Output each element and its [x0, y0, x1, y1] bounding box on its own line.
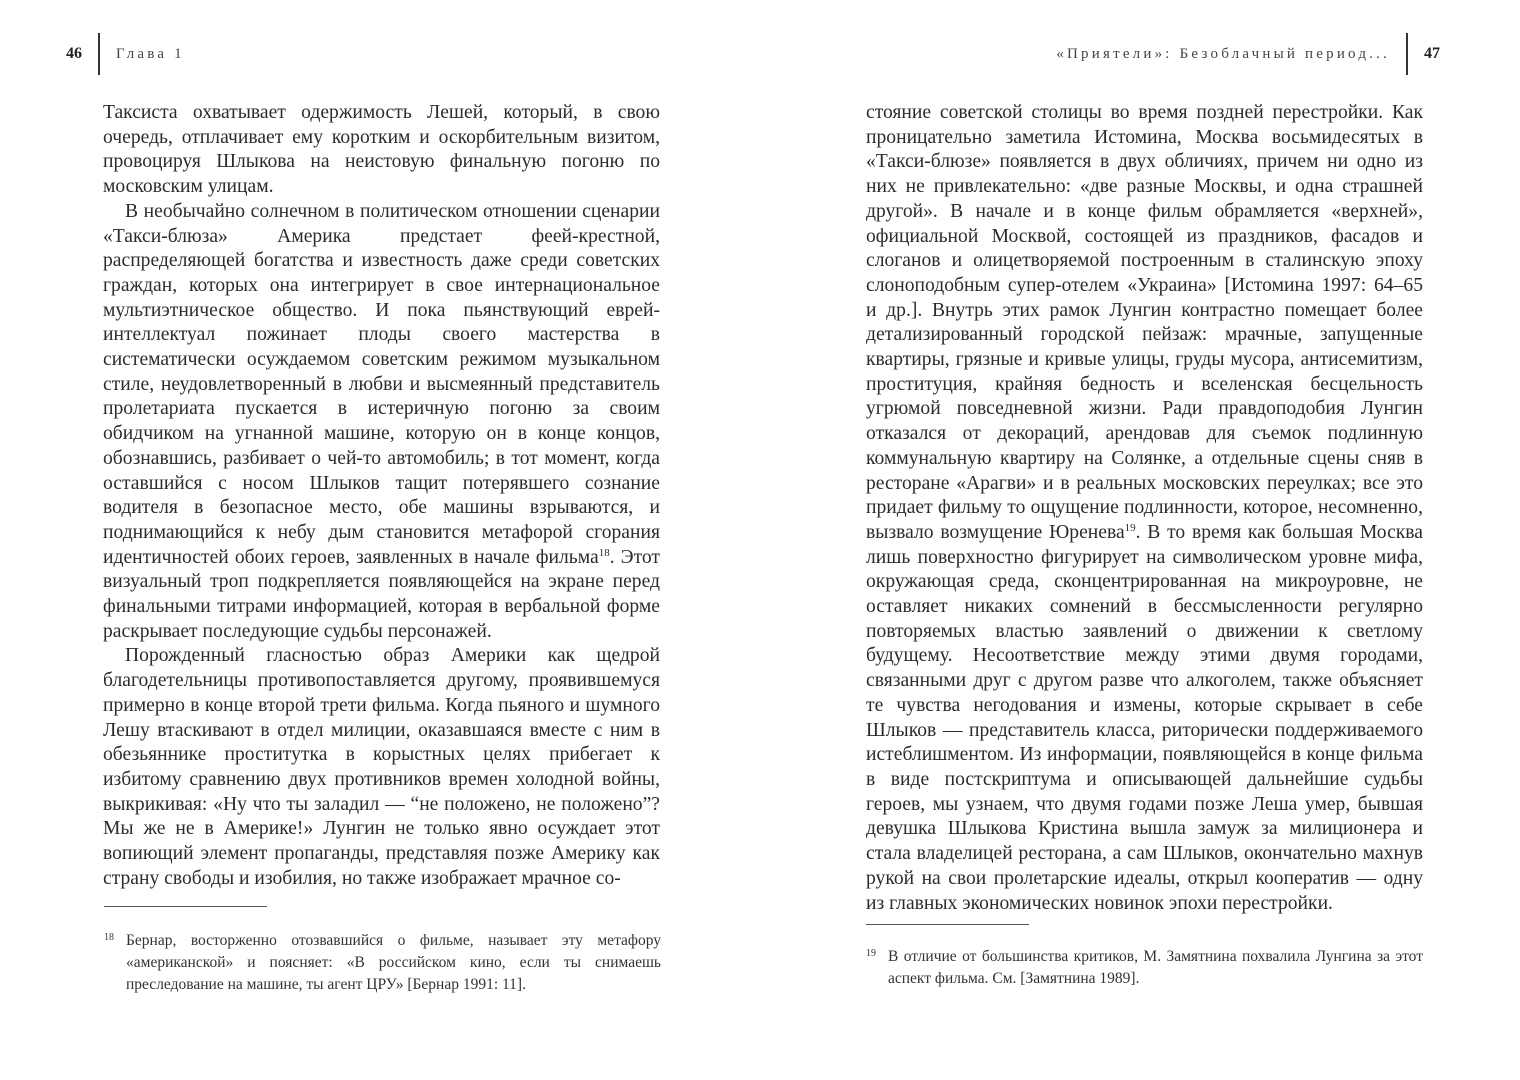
footnote-number: 18: [104, 932, 114, 943]
footnote-19: [866, 946, 1423, 990]
body-text-right: [866, 101, 1423, 916]
running-head-right: [1056, 33, 1440, 75]
footnote-text: В отличие от большинства критиков, М. Замятнина похвалила Лунгина за этот аспект фильма. См. [Замятнина 1989].: [888, 948, 1423, 987]
footnote-18: [104, 930, 661, 996]
paragraph: Порожденный гласностью образ Америки как щедрой благодетельницы противопоставляется другому, проявившемуся примерно в конце второй трети фильма. Когда пьяного и шумного Лешу втаскивают в отдел милиции, оказавшаяся вместе с ним в обезьяннике проститутка в корыстных целях прибегает к избитому сравнению двух противников времен холодной войны, выкрикивая: «Ну что ты заладил — “не положено, не положено”? Мы же не в Америке!» Лунгин не только явно осуждает этот вопиющий элемент пропаганды, представляя позже Америку как страну свободы и изобилия, но также изображает мрачное со-: [103, 645, 660, 889]
page-number: 47: [1424, 45, 1440, 62]
chapter-title: Глава 1: [116, 45, 185, 62]
running-head-left: [66, 33, 185, 75]
footnote-divider: [866, 924, 1029, 925]
page-number: 46: [66, 45, 82, 62]
footnote-ref[interactable]: 18: [598, 546, 610, 559]
paragraph: Таксиста охватывает одержимость Лешей, который, в свою очередь, отплачивает ему коротким и оскорбительным визитом, провоцируя Шлыкова на неистовую финальную погоню по московским улицам.: [103, 102, 660, 198]
paragraph: В необычайно солнечном в политическом отношении сценарии «Такси-блюза» Америка предстает феей-крестной, распределяющей богатства и известность даже среди советских граждан, которых она интегрирует в свое интернациональное мультиэтническое общество. И пока пьянствующий еврей-интеллектуал пожинает плоды своего мастерства в систематически осуждаемом советским режимом музыкальном стиле, неудовлетворенный в любви и высмеянный представитель пролетариата пускается в истеричную погоню за своим обидчиком на угнанной машине, которую он в конце концов, обознавшись, разбивает о чей-то автомобиль; в тот момент, когда оставшийся с носом Шлыков тащит потерявшего сознание водителя в безопасное место, обе машины взрываются, и поднимающийся к небу дым становится метафорой сгорания идентичностей обоих героев, заявленных в начале фильма$^{18}$. Этот визуальный троп подкрепляется появляющейся на экране перед финальными титрами информацией, которая в вербальной форме раскрывает последующие судьбы персонажей.: [103, 200, 660, 642]
footnote-ref[interactable]: 19: [1124, 521, 1136, 534]
body-text-left: [103, 101, 660, 892]
header-divider: [1406, 33, 1408, 75]
right-page: [760, 0, 1520, 1080]
footnote-divider: [104, 906, 267, 907]
footnote-text: Бернар, восторженно отозвавшийся о фильме, называет эту метафору «американской» и поясняет: «В российском кино, если ты снимаешь преследование на машине, ты агент ЦРУ» [Бернар 1991: 11].: [126, 932, 661, 993]
footnote-number: 19: [866, 948, 876, 959]
paragraph: стояние советской столицы во время поздней перестройки. Как проницательно заметила Истомина, Москва восьмидесятых в «Такси-блюзе» появляется в двух обличиях, причем ни одно из них не привлекательно: «две разные Москвы, и одна страшней другой». В начале и в конце фильм обрамляется «верхней», официальной Москвой, состоящей из праздников, фасадов и слоганов и олицетворяемой построенным в сталинскую эпоху слоноподобным супер-отелем «Украина» [Истомина 1997: 64–65 и др.]. Внутрь этих рамок Лунгин контрастно помещает более детализированный городской пейзаж: мрачные, запущенные квартиры, грязные и кривые улицы, груды мусора, антисемитизм, проституция, крайняя бедность и вселенская бесцельность угрюмой повседневной жизни. Ради правдоподобия Лунгин отказался от декораций, арендовав для съемок подлинную коммунальную квартиру на Солянке, а отдельные сцены сняв в ресторане «Арагви» и в реальных московских переулках; все это придает фильму то ощущение подлинности, которое, несомненно, вызвало возмущение Юренева$^{19}$. В то время как большая Москва лишь поверхностно фигурирует на символическом уровне мифа, окружающая среда, сконцентрированная на микроуровне, не оставляет никаких сомнений в бессмысленности регулярно повторяемых властью заявлений о движении к светлому будущему. Несоответствие между этими двумя городами, связанными друг с другом разве что алкоголем, также объясняет те чувства негодования и измены, которые скрывает в себе Шлыков — представитель класса, риторически поддерживаемого истеблишментом. Из информации, появляющейся в конце фильма в виде постскриптума и описывающей дальнейшие судьбы героев, мы узнаем, что двумя годами позже Леша умер, бывшая девушка Шлыкова Кристина вышла замуж за милиционера и стала владелицей ресторана, а сам Шлыков, окончательно махнув рукой на свои пролетарские идеалы, открыл кооператив — одну из главных экономических новинок эпохи перестройки.: [866, 102, 1423, 914]
header-divider: [98, 33, 100, 75]
section-title: «Приятели»: Безоблачный период...: [1056, 45, 1390, 62]
